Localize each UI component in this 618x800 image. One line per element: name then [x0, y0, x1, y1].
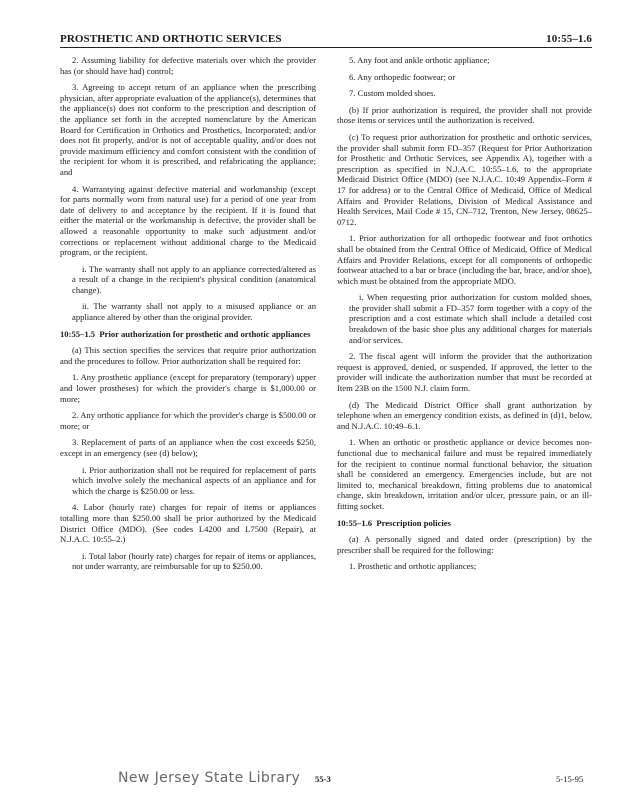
paragraph: 1. Any prosthetic appliance (except for preparatory (temporary) upper and lower prostheses) for which the provider's charge is $1,000.00 or more;	[60, 372, 316, 404]
paragraph: i. The warranty shall not apply to an appliance corrected/altered as a result of a change in the recipient's physical condition (anatomical change).	[72, 263, 316, 295]
paragraph: i. Prior authorization shall not be required for replacement of parts which involve solely the mechanical aspects of an appliance and for which the charge is $250.00 or less.	[72, 464, 316, 496]
page-footer	[0, 770, 618, 790]
paragraph: 5. Any foot and ankle orthotic appliance;	[349, 55, 490, 65]
paragraph: (d) The Medicaid District Office shall grant authorization by telephone when an emergency condition exists, as defined in (d)1, below, and N.J.A.C. 10:49–6.1.	[337, 399, 592, 431]
paragraph: (a) This section specifies the services that require prior authorization and the procedures to follow. Prior authorization shall be required for:	[60, 345, 316, 366]
paragraph: 3. Replacement of parts of an appliance when the cost exceeds $250, except in an emergency (see (d) below);	[60, 437, 316, 458]
section-heading	[60, 329, 316, 340]
paragraph: 1. Prior authorization for all orthopedic footwear and foot orthotics shall be obtained from the Central Office of Medicaid, Office of Medical Affairs and Provider Relations, except for all components of orthopedic footwear attached to a bar or brace (including the bar, brace, and/or shoe), which must be obtained from the appropriate MDO.	[337, 233, 592, 286]
header-section-number: 10:55–1.6	[546, 33, 592, 45]
paragraph: (b) If prior authorization is required, the provider shall not provide those items or services until the authorization is received.	[337, 104, 592, 126]
paragraph: 6. Any orthopedic footwear; or	[349, 71, 456, 82]
paragraph: 2. Any orthotic appliance for which the provider's charge is $500.00 or more; or	[60, 410, 316, 431]
paragraph: 2. The fiscal agent will inform the provider that the authorization request is approved, denied, or suspended. If approved, the letter to the provider will indicate the authorization number that must be recorded at Item 23B on the 1500 N.J. claim form.	[337, 351, 592, 394]
revision-date: 5-15-95	[556, 774, 584, 784]
running-header	[60, 33, 592, 48]
paragraph: 1. Prosthetic and orthotic appliances;	[349, 561, 477, 572]
header-title: PROSTHETIC AND ORTHOTIC SERVICES	[60, 33, 282, 45]
paragraph: 7. Custom molded shoes.	[349, 88, 436, 99]
paragraph: (a) A personally signed and dated order (prescription) by the prescriber shall be required for the following:	[337, 534, 592, 555]
paragraph: 4. Warrantying against defective material and workmanship (except for parts normally worn from natural use) for a period of one year from date of delivery to and acceptance by the recipient. If it is found that either the material or the workmanship is defective, the provider shall be allowed a reasonable opportunity to make such adjustment and/or corrections or replacement without additional charge to the Medicaid program, or the recipient.	[60, 183, 316, 258]
library-stamp: New Jersey State Library	[118, 770, 301, 786]
paragraph: 3. Agreeing to accept return of an appliance when the prescribing physician, after appropriate evaluation of the appliance(s), determines that the appliance(s) does not conform to the prescription and description of the appliance set forth in the accepted nomenclature by the American Board for Certification in Orthotics and Prosthetics, Incorporated; and/or does not fit properly, and/or is not of acceptable quality, and/or does not provide maximum efficiency and comfort consistent with the condition of the recipient for whom it is prescribed, and refabricating the appliance; and	[60, 82, 316, 177]
right-column	[337, 55, 592, 578]
left-column	[60, 55, 316, 578]
paragraph: 2. Assuming liability for defective materials over which the provider has (or should have had) control;	[60, 55, 316, 76]
section-number: 10:55–1.5	[60, 328, 96, 339]
section-number: 10:55–1.6	[337, 517, 373, 528]
page-number: 55-3	[315, 774, 331, 784]
section-title: Prescription policies	[376, 517, 451, 528]
paragraph: i. When requesting prior authorization for custom molded shoes, the provider shall submit a FD–357 form together with a copy of the prescription and a cost estimate which shall include a detailed cost breakdown of the basic shoe plus any additional charges for materials and/or services.	[349, 292, 592, 345]
paragraph: 1. When an orthotic or prosthetic appliance or device becomes non-functional due to mechanical failure and must be repaired immediately for the recipient to continue normal functional behavior, the situation shall be considered an emergency. Emergencies include, but are not limited to, mechanical breakdown, fitting problems due to anatomical change, skin breakdown, irritation and/or ulcer, pressure pain, or an ill-fitting socket.	[337, 437, 592, 511]
paragraph: (c) To request prior authorization for prosthetic and orthotic services, the provider shall submit form FD–357 (Request for Prior Authorization for Prosthetic and Orthotic Services, see Appendix A), together with a prescription as specified in N.J.A.C. 10:55–1.6, to the appropriate Medicaid District Office (MDO) (see N.J.A.C. 10:49 Appendix–Form # 17 for address) or to the Central Office of Medicaid, Office of Medical Affairs and Provider Relations, Division of Medical Assistance and Health Services, Mail Code # 15, CN–712, Trenton, New Jersey, 08625–0712.	[337, 131, 592, 227]
paragraph: ii. The warranty shall not apply to a misused appliance or an appliance altered by other than the original provider.	[72, 301, 316, 323]
section-title: Prior authorization for prosthetic and orthotic appliances	[99, 328, 311, 339]
paragraph: 4. Labor (hourly rate) charges for repair of items or appliances totalling more than $250.00 shall be prior authorized by the Medicaid District Office (MDO). (See codes L4200 and L7500 (Repair), at N.J.A.C. 10:55–2.)	[60, 502, 316, 545]
paragraph: i. Total labor (hourly rate) charges for repair of items or appliances, not under warranty, are reimbursable for up to $250.00.	[72, 550, 316, 572]
section-heading	[337, 518, 592, 529]
